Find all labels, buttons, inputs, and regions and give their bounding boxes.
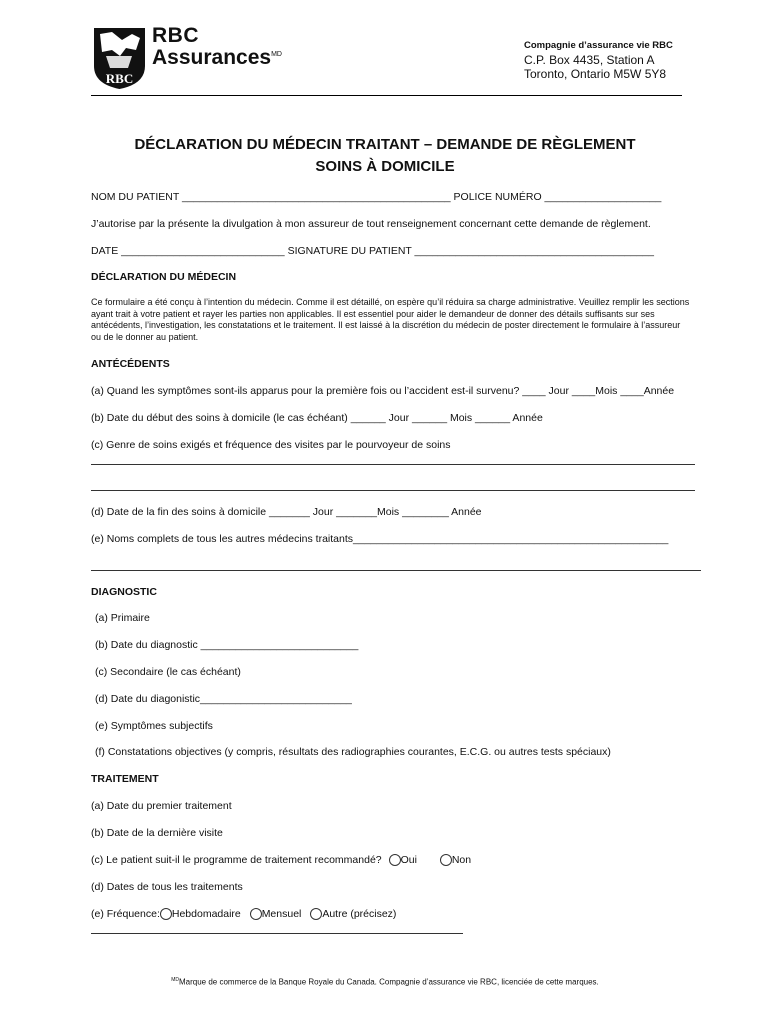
antecedents-d-field[interactable]: (d) Date de la fin des soins à domicile _______ Jour _______Mois ________ Année <box>91 506 482 518</box>
traitement-e-blank[interactable] <box>91 933 463 934</box>
address-line-1: C.P. Box 4435, Station A <box>524 53 655 67</box>
antecedents-e-blank[interactable] <box>91 570 701 571</box>
mensuel-radio[interactable] <box>250 908 262 920</box>
autre-radio[interactable] <box>310 908 322 920</box>
diagnostic-a-label: (a) Primaire <box>95 612 150 624</box>
traitement-b-label: (b) Date de la dernière visite <box>91 827 223 839</box>
antecedents-c-blank-1[interactable] <box>91 464 695 465</box>
form-subtitle: SOINS À DOMICILE <box>315 158 455 175</box>
mensuel-label: Mensuel <box>261 908 302 920</box>
hebdomadaire-radio[interactable] <box>160 908 172 920</box>
antecedents-e-field[interactable]: (e) Noms complets de tous les autres médecins traitants______________________________________________________ <box>91 533 669 545</box>
header-divider <box>91 95 682 96</box>
shield-text: RBC <box>105 71 134 86</box>
rbc-shield-icon <box>92 26 147 90</box>
rbc-logo <box>92 26 292 92</box>
traitement-c-row <box>91 854 471 866</box>
brand-rbc: RBC <box>152 24 199 47</box>
brand-assurances: Assurances$^{MD}$ <box>152 46 282 69</box>
autre-label: Autre (précisez) <box>322 908 397 920</box>
oui-radio[interactable] <box>389 854 401 866</box>
antecedents-c-blank-2[interactable] <box>91 490 695 491</box>
non-label: Non <box>451 854 472 866</box>
hebdomadaire-label: Hebdomadaire <box>171 908 241 920</box>
company-name: Compagnie d’assurance vie RBC <box>524 40 673 51</box>
diagnostic-d-field[interactable]: (d) Date du diagonistic__________________________ <box>95 693 352 705</box>
diagnostic-heading: DIAGNOSTIC <box>91 586 157 598</box>
date-signature-field[interactable]: DATE ____________________________ SIGNATURE DU PATIENT _________________________________________ <box>91 245 654 257</box>
form-title: DÉCLARATION DU MÉDECIN TRAITANT – DEMANDE DE RÈGLEMENT <box>134 136 636 153</box>
traitement-d-label: (d) Dates de tous les traitements <box>91 881 243 893</box>
diagnostic-b-field[interactable]: (b) Date du diagnostic ___________________________ <box>95 639 359 651</box>
traitement-heading: TRAITEMENT <box>91 773 159 785</box>
declaration-heading: DÉCLARATION DU MÉDECIN <box>91 271 237 283</box>
antecedents-b-field[interactable]: (b) Date du début des soins à domicile (le cas échéant) ______ Jour ______ Mois ______ Année <box>91 412 543 424</box>
oui-label: Oui <box>400 854 417 866</box>
authorization-text: J’autorise par la présente la divulgation à mon assureur de tout renseignement concernant cette demande de règlement. <box>91 218 651 230</box>
declaration-paragraph: Ce formulaire a été conçu à l’intention du médecin. Comme il est détaillé, on espère qu’il réduira sa charge administrative. Veuillez remplir les sections ayant trait à votre patient et rayer les parties non applicables. Il est essentiel pour aider le demandeur de donner des détails suffisants sur ses antécédents, l’investigation, les constatations et le traitement. Il est laissé à la discrétion du médecin de poster directement le formulaire à l’assureur ou de le donner au patient. <box>91 297 690 342</box>
traitement-e-row <box>91 908 396 920</box>
non-radio[interactable] <box>440 854 452 866</box>
antecedents-c-label: (c) Genre de soins exigés et fréquence des visites par le pourvoyeur de soins <box>91 439 451 451</box>
traitement-c-label: (c) Le patient suit-il le programme de traitement recommandé? <box>91 854 382 866</box>
footer-mark: MD <box>171 977 179 983</box>
antecedents-a-field[interactable]: (a) Quand les symptômes sont-ils apparus pour la première fois ou l’accident est-il survenu? ____ Jour ____Mois ____Année <box>91 385 675 397</box>
address-line-2: Toronto, Ontario M5W 5Y8 <box>524 67 667 81</box>
antecedents-heading: ANTÉCÉDENTS <box>91 358 170 370</box>
traitement-e-label: (e) Fréquence: <box>91 908 160 920</box>
diagnostic-e-label: (e) Symptômes subjectifs <box>95 720 213 732</box>
patient-name-policy-field[interactable]: NOM DU PATIENT ______________________________________________ POLICE NUMÉRO ____________________ <box>91 191 662 203</box>
diagnostic-f-label: (f) Constatations objectives (y compris, résultats des radiographies courantes, E.C.G. ou autres tests spéciaux) <box>95 746 611 758</box>
traitement-a-label: (a) Date du premier traitement <box>91 800 232 812</box>
trademark-mark: MD <box>271 51 282 58</box>
footer-note: $^{MD}$Marque de commerce de la Banque Royale du Canada. Compagnie d’assurance vie RBC, licenciée de cette marques. <box>171 977 599 987</box>
diagnostic-c-label: (c) Secondaire (le cas échéant) <box>95 666 241 678</box>
